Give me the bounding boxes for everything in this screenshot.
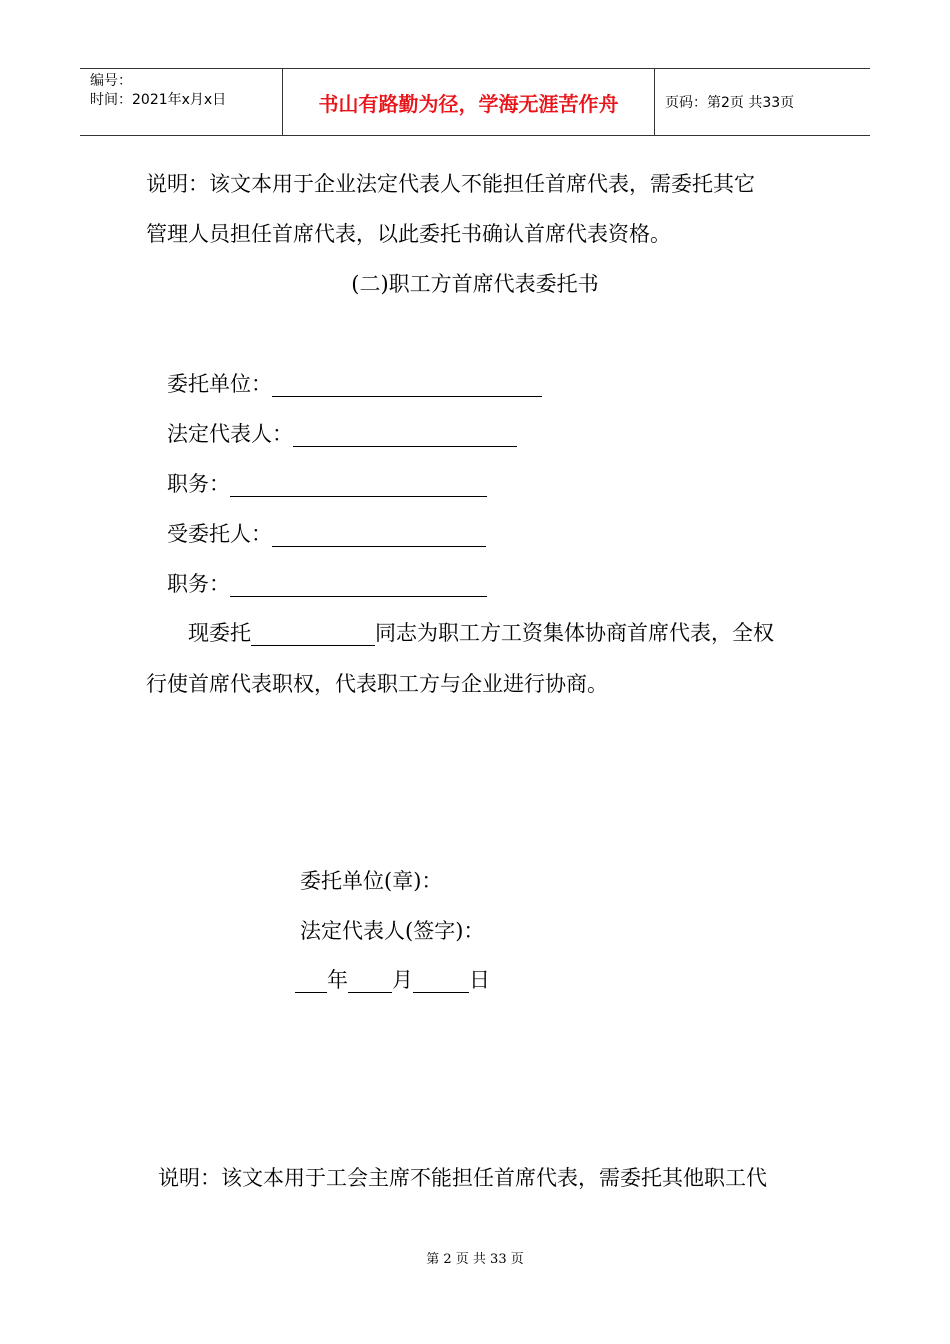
section-title: (二)职工方首席代表委托书 <box>351 272 599 296</box>
sign-rep: 法定代表人(签字)： <box>300 919 485 943</box>
position2-field <box>167 572 487 597</box>
date-year-label: 年 <box>327 968 348 992</box>
date-day-label: 日 <box>469 968 490 992</box>
legal-rep-field <box>167 422 517 447</box>
entrust-line1 <box>188 621 774 646</box>
entrust-unit-label: 委托单位： <box>167 372 272 396</box>
note1-line2: 管理人员担任首席代表，以此委托书确认首席代表资格。 <box>146 222 671 246</box>
trustee-field <box>167 522 486 547</box>
note2: 说明：该文本用于工会主席不能担任首席代表，需委托其他职工代 <box>158 1166 767 1190</box>
legal-rep-blank <box>293 424 517 447</box>
note1-line1: 说明：该文本用于企业法定代表人不能担任首席代表，需委托其它 <box>146 172 755 196</box>
entrust-name-blank <box>251 623 375 646</box>
header-motto: 书山有路勤为径，学海无涯苦作舟 <box>282 69 655 135</box>
date-month-label: 月 <box>392 968 413 992</box>
number-label: 编号： <box>90 73 132 89</box>
entrust-unit-blank <box>272 374 542 397</box>
header-page-info: 页码：第2页 共33页 <box>665 95 795 111</box>
header-table <box>80 68 870 136</box>
entrust-line2: 行使首席代表职权，代表职工方与企业进行协商。 <box>146 672 608 696</box>
month-blank <box>348 970 392 993</box>
position1-blank <box>230 474 487 497</box>
entrust-suffix: 同志为职工方工资集体协商首席代表，全权 <box>375 621 774 645</box>
time-label: 时间：2021年x月x日 <box>90 92 227 108</box>
entrust-unit-field <box>167 372 542 397</box>
position2-label: 职务： <box>167 572 230 596</box>
header-meta <box>80 69 282 135</box>
sign-unit: 委托单位(章)： <box>300 869 443 893</box>
entrust-prefix: 现委托 <box>188 621 251 645</box>
position1-field <box>167 472 487 497</box>
position1-label: 职务： <box>167 472 230 496</box>
trustee-blank <box>272 524 486 547</box>
day-blank <box>413 970 469 993</box>
date-line <box>295 968 490 993</box>
trustee-label: 受委托人： <box>167 522 272 546</box>
year-blank <box>295 970 327 993</box>
page-footer: 第 2 页 共 33 页 <box>426 1252 524 1267</box>
position2-blank <box>230 574 487 597</box>
legal-rep-label: 法定代表人： <box>167 422 293 446</box>
